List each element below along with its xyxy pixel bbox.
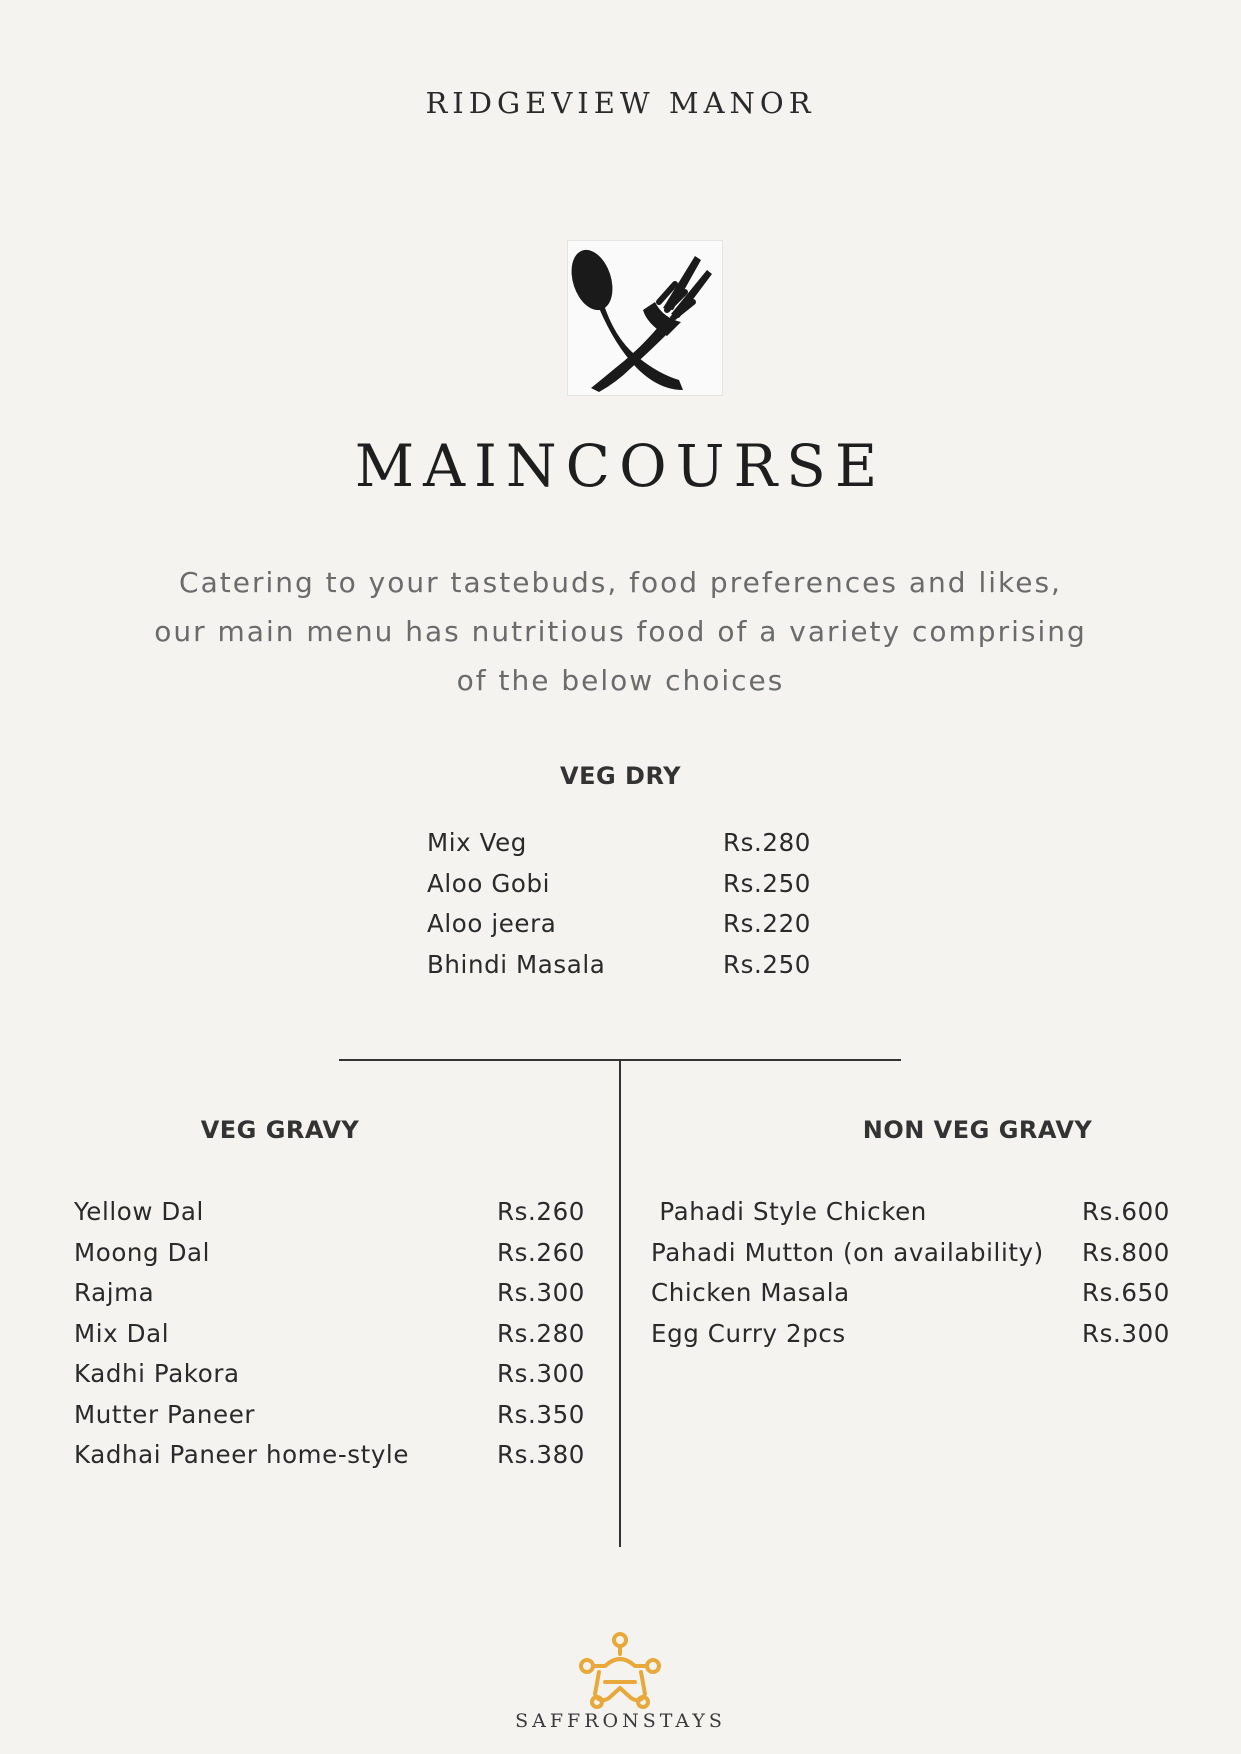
item-name: Kadhai Paneer home-style [74,1440,410,1469]
item-price: Rs.220 [723,909,811,938]
item-price: Rs.300 [1082,1318,1170,1348]
veg-gravy-heading: VEG GRAVY [200,1116,360,1144]
item-name: Egg Curry 2pcs [651,1318,846,1348]
item-price: Rs.280 [723,828,811,857]
list-item [651,1197,1191,1238]
item-name: Mix Veg [427,828,527,857]
page-title: MAINCOURSE [354,432,887,500]
saffronstays-logo-icon [575,1632,665,1714]
list-item [74,1440,594,1481]
non-veg-gravy-heading: NON VEG GRAVY [862,1116,1093,1144]
item-price: Rs.250 [723,868,811,898]
item-price: Rs.260 [497,1237,585,1267]
item-price: Rs.260 [497,1197,585,1226]
item-name: Pahadi Style Chicken [651,1197,927,1226]
item-name: Mix Dal [74,1318,170,1348]
item-price: Rs.280 [497,1318,585,1348]
list-item [651,1238,1191,1279]
item-name: Aloo Gobi [427,868,551,898]
list-item [74,1238,594,1279]
veg-gravy-list [74,1197,594,1481]
list-item [651,1278,1191,1319]
list-item [74,1197,594,1238]
list-item [74,1278,594,1319]
list-item [427,950,827,991]
footer-brand: SAFFRONSTAYS [515,1710,726,1732]
item-price: Rs.300 [497,1278,585,1307]
item-name: Yellow Dal [74,1197,204,1226]
item-price: Rs.600 [1082,1197,1170,1226]
item-name: Mutter Paneer [74,1399,256,1429]
list-item [74,1400,594,1441]
item-price: Rs.650 [1082,1278,1170,1307]
list-item [74,1319,594,1360]
list-item [427,869,827,910]
list-item [651,1319,1191,1360]
item-price: Rs.800 [1082,1237,1170,1267]
item-name: Pahadi Mutton (on availability) [651,1237,1044,1267]
item-name: Moong Dal [74,1237,211,1267]
item-name: Rajma [74,1278,155,1307]
item-price: Rs.250 [723,949,811,979]
veg-dry-heading: VEG DRY [560,762,681,790]
list-item [74,1359,594,1400]
item-price: Rs.300 [497,1359,585,1388]
non-veg-gravy-list [651,1197,1191,1359]
item-name: Bhindi Masala [427,949,606,979]
vertical-divider [619,1061,621,1547]
item-name: Chicken Masala [651,1278,850,1307]
item-price: Rs.350 [497,1399,585,1429]
list-item [427,909,827,950]
list-item [427,828,827,869]
intro-text: Catering to your tastebuds, food preferences and likes, our main menu has nutritious food of a variety comprising of the below choices [154,566,1087,697]
veg-dry-list [427,828,827,990]
item-name: Aloo jeera [427,909,557,938]
venue-name: RIDGEVIEW MANOR [425,86,816,120]
item-name: Kadhi Pakora [74,1359,240,1388]
item-price: Rs.380 [497,1440,585,1469]
spoon-fork-icon [567,240,723,396]
